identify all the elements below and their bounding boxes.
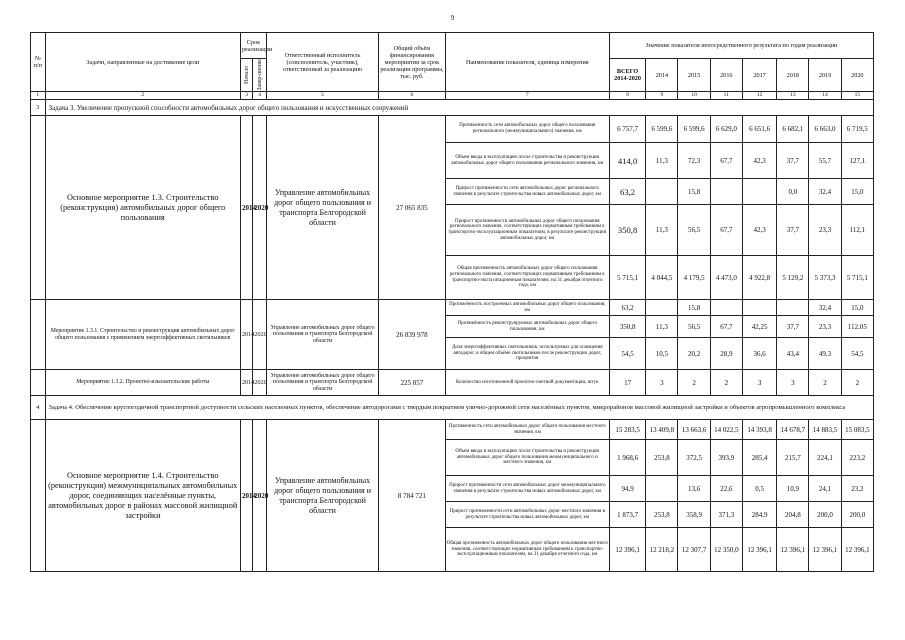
indicator-value: 14 393,8 bbox=[742, 420, 776, 440]
task-number: 4 bbox=[31, 396, 46, 420]
indicator-value: 56,5 bbox=[678, 205, 710, 256]
page-number: 9 bbox=[450, 14, 455, 22]
indicator-name: Количество изготовленной проектно-сметной документации, штук bbox=[445, 370, 609, 396]
column-number: 3 bbox=[240, 92, 252, 100]
indicator-value: 13 663,6 bbox=[678, 420, 710, 440]
indicator-name: Доля энергоэффективных светильников, используемых для освещения автодорог, в общем объёме светильников после реконструкции дорог, процентов bbox=[445, 338, 609, 370]
column-number: 7 bbox=[445, 92, 609, 100]
column-number: 15 bbox=[841, 92, 873, 100]
indicator-value: 14 883,5 bbox=[809, 420, 841, 440]
measure-end: 2020 bbox=[253, 300, 267, 370]
indicator-name: Прирост протяженности сети автомобильных дорог межмуниципального значения в результате строительства новых автомобильных дорог, км bbox=[445, 476, 609, 502]
indicator-value: 6 719,5 bbox=[841, 116, 873, 143]
indicator-value: 15,8 bbox=[678, 300, 710, 316]
indicator-value: 24,1 bbox=[809, 476, 841, 502]
indicator-value: 6 629,0 bbox=[710, 116, 742, 143]
indicator-value: 6 599,6 bbox=[646, 116, 678, 143]
indicator-value: 414,0 bbox=[609, 143, 645, 179]
indicator-row bbox=[31, 420, 874, 440]
indicator-value: 15 283,5 bbox=[609, 420, 645, 440]
column-number: 5 bbox=[266, 92, 378, 100]
indicator-value: 14 678,7 bbox=[777, 420, 809, 440]
measure-executor: Управление автомобильных дорог общего пользования и транспорта Белгородской области bbox=[266, 116, 378, 300]
task-row bbox=[31, 100, 874, 116]
indicator-value: 2 bbox=[678, 370, 710, 396]
indicator-value: 42,25 bbox=[742, 316, 776, 338]
indicator-value: 127,1 bbox=[841, 143, 873, 179]
column-number: 13 bbox=[777, 92, 809, 100]
measure-end: 2020 bbox=[253, 116, 267, 300]
indicator-value: 63,2 bbox=[609, 300, 645, 316]
indicator-value: 4 922,8 bbox=[742, 256, 776, 300]
indicator-value: 15,0 bbox=[841, 179, 873, 205]
indicator-value: 12 396,1 bbox=[609, 528, 645, 572]
indicator-value: 12 396,1 bbox=[777, 528, 809, 572]
indicator-value: 23,2 bbox=[841, 476, 873, 502]
header-year: 2020 bbox=[841, 59, 873, 92]
header-funding: Общий объём финансирования мероприятия за срок реализации программы, тыс. руб. bbox=[379, 33, 446, 92]
indicator-value: 12 218,2 bbox=[646, 528, 678, 572]
indicator-value: 15,0 bbox=[841, 300, 873, 316]
indicator-name: Общая протяженность автомобильных дорог общего пользования местного значения, соответствующих нормативным требованиям к транспортно-эксплуатационным показателям, на 31 декабря отчетного года, км bbox=[445, 528, 609, 572]
indicator-value bbox=[646, 300, 678, 316]
indicator-value bbox=[777, 300, 809, 316]
indicator-name: Объем ввода в эксплуатацию после строительства и реконструкции автомобильных дорог общего пользования межмуниципального и местного значения, км bbox=[445, 440, 609, 476]
header-term: Срок реализации bbox=[240, 33, 266, 59]
column-number: 10 bbox=[678, 92, 710, 100]
indicator-value bbox=[710, 300, 742, 316]
indicator-value: 3 bbox=[646, 370, 678, 396]
indicator-value: 63,2 bbox=[609, 179, 645, 205]
indicator-value: 112,05 bbox=[841, 316, 873, 338]
indicator-value: 42,3 bbox=[742, 143, 776, 179]
indicator-value: 6 757,7 bbox=[609, 116, 645, 143]
indicator-value: 20,2 bbox=[678, 338, 710, 370]
indicator-value: 32,4 bbox=[809, 179, 841, 205]
indicator-value: 284,9 bbox=[742, 502, 776, 528]
indicator-value: 5 715,1 bbox=[841, 256, 873, 300]
column-number: 12 bbox=[742, 92, 776, 100]
indicator-value: 17 bbox=[609, 370, 645, 396]
header-start: Начало bbox=[243, 66, 250, 84]
indicator-value: 23,3 bbox=[809, 205, 841, 256]
indicator-value: 358,9 bbox=[678, 502, 710, 528]
indicator-value: 67,7 bbox=[710, 316, 742, 338]
indicator-value: 12 396,1 bbox=[841, 528, 873, 572]
indicator-value bbox=[646, 476, 678, 502]
indicator-value: 15,8 bbox=[678, 179, 710, 205]
indicator-value: 2 bbox=[710, 370, 742, 396]
measure-executor: Управление автомобильных дорог общего пользования и транспорта Белгородской области bbox=[266, 420, 378, 572]
indicator-value: 54,5 bbox=[609, 338, 645, 370]
column-number: 14 bbox=[809, 92, 841, 100]
indicator-value: 11,3 bbox=[646, 316, 678, 338]
indicator-name: Прирост протяженности сети автомобильных дорог местного значения в результате строительства новых автомобильных дорог, км bbox=[445, 502, 609, 528]
indicator-value: 12 307,7 bbox=[678, 528, 710, 572]
header-year: 2016 bbox=[710, 59, 742, 92]
indicator-value: 5 129,2 bbox=[777, 256, 809, 300]
header-year: 2018 bbox=[777, 59, 809, 92]
indicator-value: 2 bbox=[809, 370, 841, 396]
column-number: 11 bbox=[710, 92, 742, 100]
indicator-value: 94,9 bbox=[609, 476, 645, 502]
header-start-cell bbox=[240, 59, 252, 92]
indicator-name: Общая протяженность автомобильных дорог общего пользования регионального значения, соответствующих нормативным требованиям к транспортно-эксплуатационным показателям, на 31 декабря отчетного года, км bbox=[445, 256, 609, 300]
column-number: 8 bbox=[609, 92, 645, 100]
indicator-value: 285,4 bbox=[742, 440, 776, 476]
indicator-value: 393,9 bbox=[710, 440, 742, 476]
measure-name: Мероприятие 1.3.1. Строительство и реконструкция автомобильных дорог общего пользования с применением энергоэффективных светильников bbox=[45, 300, 240, 370]
header-total: ВСЕГО 2014-2020 bbox=[609, 59, 645, 92]
indicator-value: 42,3 bbox=[742, 205, 776, 256]
header-year: 2014 bbox=[646, 59, 678, 92]
indicator-name: Прирост протяженности сети автомобильных дорог регионального значения в результате строительства новых автомобильных дорог, км bbox=[445, 179, 609, 205]
column-number: 2 bbox=[45, 92, 240, 100]
header-end: Завер-шение bbox=[256, 59, 263, 91]
measure-name: Основное мероприятие 1.3. Строительство (реконструкция) автомобильных дорог общего пользования bbox=[45, 116, 240, 300]
indicator-value: 200,0 bbox=[809, 502, 841, 528]
indicator-name: Протяжённость реконструируемых автомобильных дорог общего пользования, км bbox=[445, 316, 609, 338]
indicator-value: 0,0 bbox=[777, 179, 809, 205]
measure-end: 2020 bbox=[253, 420, 267, 572]
indicator-value: 11,3 bbox=[646, 205, 678, 256]
indicator-row bbox=[31, 370, 874, 396]
indicator-value: 37,7 bbox=[777, 316, 809, 338]
indicator-value bbox=[742, 179, 776, 205]
column-number: 4 bbox=[253, 92, 267, 100]
indicator-value: 6 599,6 bbox=[678, 116, 710, 143]
indicator-value: 22,6 bbox=[710, 476, 742, 502]
header-end-cell bbox=[253, 59, 267, 92]
column-numbers-row bbox=[31, 92, 874, 100]
measure-name: Основное мероприятие 1.4. Строительство (реконструкция) межмуниципальных автомобильных дорог, соединяющих населённые пункты, автомобильных дорог в районах массовой жилищной застройки bbox=[45, 420, 240, 572]
indicator-value: 1 968,6 bbox=[609, 440, 645, 476]
indicator-value: 15 083,5 bbox=[841, 420, 873, 440]
indicator-value: 350,8 bbox=[609, 205, 645, 256]
indicator-value: 4 473,0 bbox=[710, 256, 742, 300]
indicator-value: 2 bbox=[841, 370, 873, 396]
indicator-value: 54,5 bbox=[841, 338, 873, 370]
indicator-value: 3 bbox=[742, 370, 776, 396]
indicator-value: 6 651,6 bbox=[742, 116, 776, 143]
indicator-value: 13 409,8 bbox=[646, 420, 678, 440]
header-values: Значение показателя непосредственного результата по годам реализации bbox=[609, 33, 873, 59]
indicator-value: 5 373,3 bbox=[809, 256, 841, 300]
indicator-value: 0,5 bbox=[742, 476, 776, 502]
header-year: 2015 bbox=[678, 59, 710, 92]
indicator-value: 37,7 bbox=[777, 205, 809, 256]
indicator-value: 32,4 bbox=[809, 300, 841, 316]
measure-executor: Управление автомобильных дорог общего пользования и транспорта Белгородской области bbox=[266, 300, 378, 370]
indicator-value: 37,7 bbox=[777, 143, 809, 179]
indicator-value: 3 bbox=[777, 370, 809, 396]
indicator-value: 215,7 bbox=[777, 440, 809, 476]
indicator-value: 36,6 bbox=[742, 338, 776, 370]
indicator-name: Протяженность сети автомобильных дорог общего пользования местного значения, км bbox=[445, 420, 609, 440]
header-executor: Ответственный исполнитель (соисполнитель, участник), ответственный за реализацию bbox=[266, 33, 378, 92]
indicator-value: 5 715,1 bbox=[609, 256, 645, 300]
indicator-value: 253,8 bbox=[646, 502, 678, 528]
measure-name: Мероприятие 1.3.2. Проектно-изыскательские работы bbox=[45, 370, 240, 396]
indicator-value: 253,8 bbox=[646, 440, 678, 476]
measure-funding: 27 065 835 bbox=[379, 116, 446, 300]
indicator-value: 12 350,0 bbox=[710, 528, 742, 572]
task-number: 3 bbox=[31, 100, 46, 116]
indicator-value: 12 396,1 bbox=[809, 528, 841, 572]
header-indicator: Наименование показателя, единица измерения bbox=[445, 33, 609, 92]
measure-funding: 26 839 978 bbox=[379, 300, 446, 370]
indicator-value: 55,7 bbox=[809, 143, 841, 179]
indicator-value: 371,3 bbox=[710, 502, 742, 528]
program-table bbox=[30, 32, 874, 572]
indicator-value: 112,1 bbox=[841, 205, 873, 256]
task-title: Задача 4. Обеспечение круглогодичной транспортной доступности сельских населенных пунктов, обеспечение автодорогами с твердым покрытием улично-дорожной сети населённых пунктов, микрорайонов массовой жилищной застройки и объектов агропромышленного комплекса bbox=[45, 396, 873, 420]
indicator-value: 372,5 bbox=[678, 440, 710, 476]
indicator-name: Протяжённость построенных автомобильных дорог общего пользования, км bbox=[445, 300, 609, 316]
indicator-value bbox=[710, 179, 742, 205]
column-number: 6 bbox=[379, 92, 446, 100]
header-tasks: Задачи, направленные на достижение цели bbox=[45, 33, 240, 92]
measure-start: 2014 bbox=[240, 300, 252, 370]
measure-start: 2014 bbox=[240, 370, 252, 396]
measure-start: 2014 bbox=[240, 116, 252, 300]
indicator-value: 204,8 bbox=[777, 502, 809, 528]
indicator-value: 56,5 bbox=[678, 316, 710, 338]
task-title: Задача 3. Увеличение пропускной способности автомобильных дорог общего пользования и искусственных сооружений bbox=[45, 100, 873, 116]
indicator-value: 49,3 bbox=[809, 338, 841, 370]
indicator-value: 14 022,5 bbox=[710, 420, 742, 440]
measure-funding: 225 857 bbox=[379, 370, 446, 396]
indicator-value: 12 396,1 bbox=[742, 528, 776, 572]
indicator-value: 1 873,7 bbox=[609, 502, 645, 528]
indicator-value: 224,1 bbox=[809, 440, 841, 476]
indicator-value: 28,9 bbox=[710, 338, 742, 370]
header-num: № п/п bbox=[31, 33, 46, 92]
indicator-value: 4 179,5 bbox=[678, 256, 710, 300]
indicator-value: 200,0 bbox=[841, 502, 873, 528]
indicator-value: 67,7 bbox=[710, 143, 742, 179]
measure-start: 2014 bbox=[240, 420, 252, 572]
indicator-value: 13,6 bbox=[678, 476, 710, 502]
indicator-name: Объем ввода в эксплуатацию после строительства и реконструкции автомобильных дорог общего пользования регионального значения, км bbox=[445, 143, 609, 179]
indicator-value: 23,3 bbox=[809, 316, 841, 338]
indicator-value: 72,3 bbox=[678, 143, 710, 179]
measure-end: 2020 bbox=[253, 370, 267, 396]
indicator-value: 350,8 bbox=[609, 316, 645, 338]
indicator-value: 43,4 bbox=[777, 338, 809, 370]
indicator-value: 6 682,1 bbox=[777, 116, 809, 143]
measure-executor: Управление автомобильных дорог общего пользования и транспорта Белгородской области bbox=[266, 370, 378, 396]
indicator-row bbox=[31, 300, 874, 316]
column-number: 9 bbox=[646, 92, 678, 100]
column-number: 1 bbox=[31, 92, 46, 100]
indicator-value bbox=[646, 179, 678, 205]
indicator-value: 10,5 bbox=[646, 338, 678, 370]
indicator-value: 67,7 bbox=[710, 205, 742, 256]
indicator-row bbox=[31, 116, 874, 143]
indicator-value: 10,9 bbox=[777, 476, 809, 502]
header-year: 2019 bbox=[809, 59, 841, 92]
task-row bbox=[31, 396, 874, 420]
measure-funding: 8 784 721 bbox=[379, 420, 446, 572]
indicator-value: 11,3 bbox=[646, 143, 678, 179]
header-year: 2017 bbox=[742, 59, 776, 92]
indicator-value: 4 044,5 bbox=[646, 256, 678, 300]
indicator-value bbox=[742, 300, 776, 316]
indicator-value: 223,2 bbox=[841, 440, 873, 476]
indicator-name: Протяженность сети автомобильных дорог общего пользования регионального (межмуниципального) значения, км bbox=[445, 116, 609, 143]
indicator-name: Прирост протяженности автомобильных дорог общего пользования регионального значения, соответствующих нормативным требованиям к транспортно-эксплуатационным показателям, в результате реконструкции автомобильных дорог, км bbox=[445, 205, 609, 256]
indicator-value: 6 663,0 bbox=[809, 116, 841, 143]
